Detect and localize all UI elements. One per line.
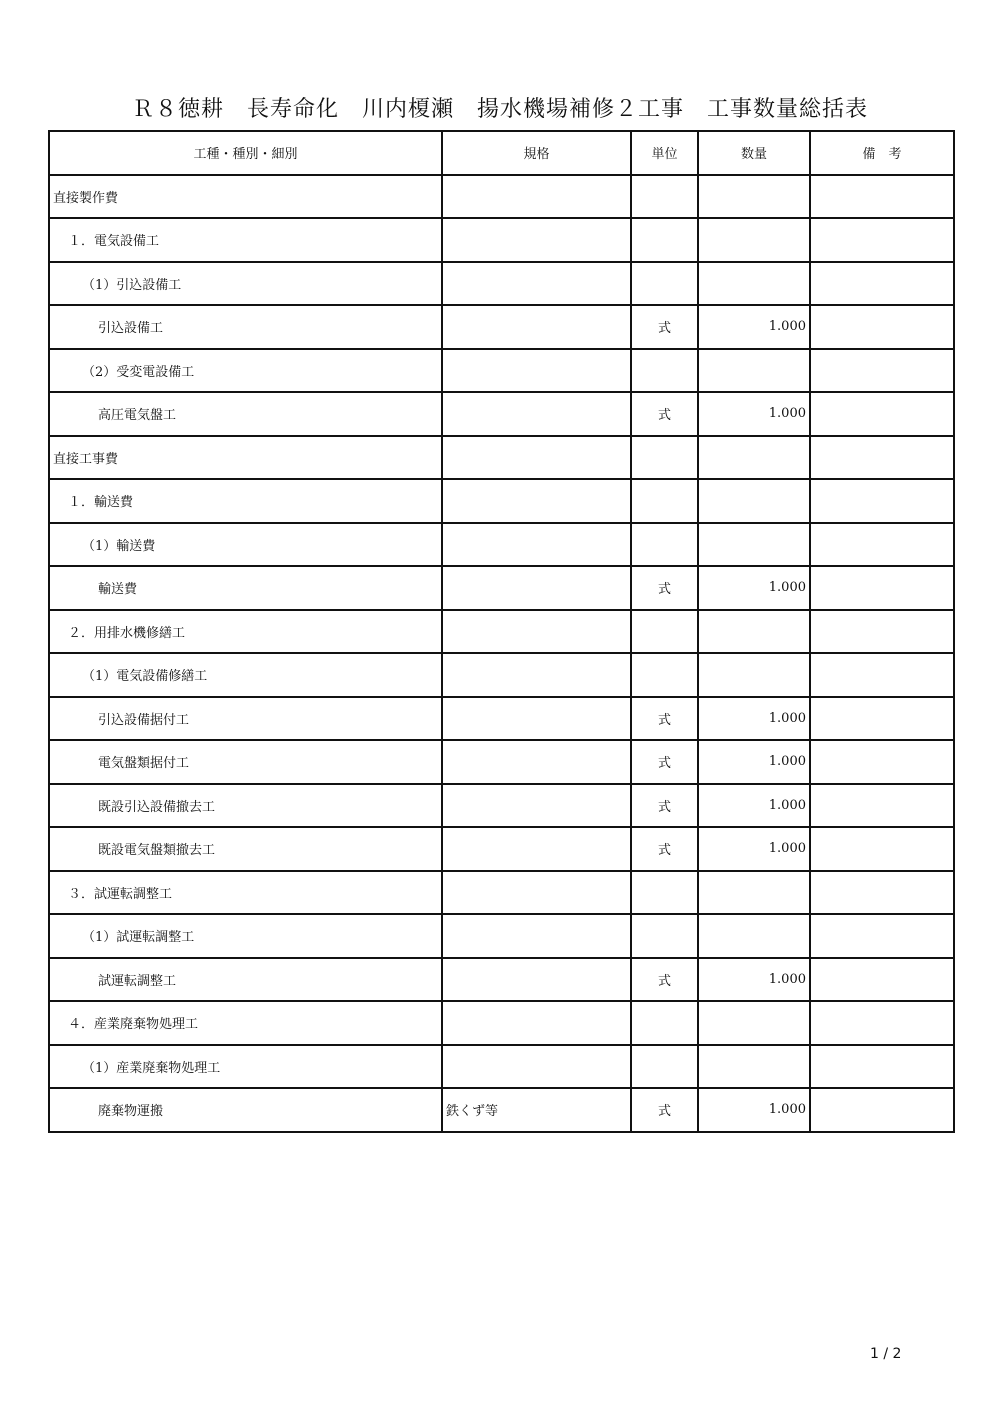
cell-work-type: 輸送費 — [49, 566, 442, 610]
cell-remarks — [810, 1088, 954, 1132]
cell-remarks — [810, 523, 954, 567]
cell-specification — [442, 610, 631, 654]
table-row — [49, 436, 954, 480]
cell-remarks — [810, 218, 954, 262]
cell-specification — [442, 958, 631, 1002]
cell-work-type: 既設引込設備撤去工 — [49, 784, 442, 828]
cell-quantity: 1.000 — [698, 305, 810, 349]
cell-remarks — [810, 871, 954, 915]
cell-quantity — [698, 1045, 810, 1089]
cell-unit — [631, 349, 698, 393]
table-row — [49, 1088, 954, 1132]
cell-quantity: 1.000 — [698, 958, 810, 1002]
cell-remarks — [810, 262, 954, 306]
cell-remarks — [810, 479, 954, 523]
cell-quantity: 1.000 — [698, 827, 810, 871]
cell-quantity: 1.000 — [698, 1088, 810, 1132]
table-row — [49, 1001, 954, 1045]
cell-work-type: 引込設備据付工 — [49, 697, 442, 741]
cell-quantity: 1.000 — [698, 392, 810, 436]
table-row — [49, 914, 954, 958]
cell-work-type: 直接製作費 — [49, 175, 442, 219]
cell-remarks — [810, 827, 954, 871]
cell-quantity — [698, 479, 810, 523]
cell-work-type: １．輸送費 — [49, 479, 442, 523]
header-quantity: 数量 — [698, 131, 810, 175]
table-row — [49, 523, 954, 567]
cell-work-type: ３．試運転調整工 — [49, 871, 442, 915]
header-row — [49, 131, 954, 175]
cell-work-type: （1）輸送費 — [49, 523, 442, 567]
cell-quantity — [698, 349, 810, 393]
cell-unit: 式 — [631, 392, 698, 436]
quantity-summary-table — [48, 130, 955, 1133]
cell-unit: 式 — [631, 827, 698, 871]
cell-specification — [442, 523, 631, 567]
table-row — [49, 653, 954, 697]
cell-remarks — [810, 1045, 954, 1089]
cell-unit — [631, 610, 698, 654]
table-row — [49, 349, 954, 393]
cell-work-type: （2）受変電設備工 — [49, 349, 442, 393]
cell-work-type: 試運転調整工 — [49, 958, 442, 1002]
cell-specification — [442, 740, 631, 784]
cell-specification — [442, 871, 631, 915]
cell-quantity — [698, 1001, 810, 1045]
cell-work-type: 高圧電気盤工 — [49, 392, 442, 436]
cell-work-type: 廃棄物運搬 — [49, 1088, 442, 1132]
cell-quantity — [698, 262, 810, 306]
cell-work-type: １．電気設備工 — [49, 218, 442, 262]
cell-work-type: （1）電気設備修繕工 — [49, 653, 442, 697]
cell-unit — [631, 479, 698, 523]
cell-remarks — [810, 566, 954, 610]
table-row — [49, 958, 954, 1002]
table-row — [49, 218, 954, 262]
header-work-type: 工種・種別・細別 — [49, 131, 442, 175]
cell-remarks — [810, 653, 954, 697]
cell-work-type: 電気盤類据付工 — [49, 740, 442, 784]
cell-work-type: 直接工事費 — [49, 436, 442, 480]
header-specification: 規格 — [442, 131, 631, 175]
table-row — [49, 175, 954, 219]
table-row — [49, 697, 954, 741]
table-row — [49, 871, 954, 915]
cell-specification — [442, 175, 631, 219]
cell-specification — [442, 262, 631, 306]
cell-unit: 式 — [631, 697, 698, 741]
cell-specification — [442, 653, 631, 697]
cell-quantity: 1.000 — [698, 784, 810, 828]
cell-remarks — [810, 175, 954, 219]
cell-specification — [442, 436, 631, 480]
cell-quantity — [698, 175, 810, 219]
cell-remarks — [810, 305, 954, 349]
cell-specification — [442, 479, 631, 523]
cell-work-type: （1）産業廃棄物処理工 — [49, 1045, 442, 1089]
cell-quantity: 1.000 — [698, 740, 810, 784]
cell-remarks — [810, 914, 954, 958]
cell-unit — [631, 175, 698, 219]
cell-unit — [631, 871, 698, 915]
cell-remarks — [810, 784, 954, 828]
cell-work-type: （1）試運転調整工 — [49, 914, 442, 958]
cell-specification — [442, 827, 631, 871]
cell-unit — [631, 914, 698, 958]
cell-unit — [631, 1001, 698, 1045]
cell-unit — [631, 1045, 698, 1089]
table-row — [49, 610, 954, 654]
cell-unit — [631, 218, 698, 262]
cell-quantity — [698, 610, 810, 654]
table-row — [49, 479, 954, 523]
cell-specification — [442, 566, 631, 610]
cell-unit: 式 — [631, 566, 698, 610]
cell-work-type: 引込設備工 — [49, 305, 442, 349]
cell-specification — [442, 392, 631, 436]
cell-specification — [442, 305, 631, 349]
cell-unit — [631, 653, 698, 697]
cell-specification — [442, 784, 631, 828]
cell-remarks — [810, 740, 954, 784]
table-row — [49, 784, 954, 828]
table-row — [49, 827, 954, 871]
table-row — [49, 566, 954, 610]
table-row — [49, 305, 954, 349]
cell-specification — [442, 914, 631, 958]
cell-specification — [442, 697, 631, 741]
table-row — [49, 262, 954, 306]
cell-quantity — [698, 653, 810, 697]
cell-work-type: （1）引込設備工 — [49, 262, 442, 306]
cell-quantity: 1.000 — [698, 697, 810, 741]
cell-specification — [442, 349, 631, 393]
cell-specification — [442, 218, 631, 262]
cell-unit: 式 — [631, 740, 698, 784]
cell-quantity — [698, 914, 810, 958]
cell-specification — [442, 1001, 631, 1045]
cell-work-type: 既設電気盤類撤去工 — [49, 827, 442, 871]
cell-quantity: 1.000 — [698, 566, 810, 610]
table-row — [49, 392, 954, 436]
cell-unit: 式 — [631, 305, 698, 349]
page-number: 1 / 2 — [870, 1346, 902, 1362]
cell-remarks — [810, 436, 954, 480]
header-remarks: 備 考 — [810, 131, 954, 175]
cell-quantity — [698, 218, 810, 262]
cell-unit: 式 — [631, 1088, 698, 1132]
table-header — [49, 131, 954, 175]
cell-remarks — [810, 392, 954, 436]
cell-remarks — [810, 1001, 954, 1045]
header-unit: 単位 — [631, 131, 698, 175]
cell-quantity — [698, 436, 810, 480]
cell-unit — [631, 262, 698, 306]
cell-unit — [631, 436, 698, 480]
cell-remarks — [810, 958, 954, 1002]
cell-remarks — [810, 349, 954, 393]
table-row — [49, 740, 954, 784]
cell-quantity — [698, 871, 810, 915]
cell-quantity — [698, 523, 810, 567]
cell-specification — [442, 1045, 631, 1089]
cell-unit: 式 — [631, 784, 698, 828]
table-row — [49, 1045, 954, 1089]
cell-work-type: ４．産業廃棄物処理工 — [49, 1001, 442, 1045]
cell-unit — [631, 523, 698, 567]
document-title: Ｒ８徳耕 長寿命化 川内榎瀬 揚水機場補修２工事 工事数量総括表 — [131, 97, 868, 122]
cell-unit: 式 — [631, 958, 698, 1002]
table-body — [49, 175, 954, 1132]
cell-remarks — [810, 697, 954, 741]
cell-remarks — [810, 610, 954, 654]
cell-specification: 鉄くず等 — [442, 1088, 631, 1132]
cell-work-type: ２．用排水機修繕工 — [49, 610, 442, 654]
